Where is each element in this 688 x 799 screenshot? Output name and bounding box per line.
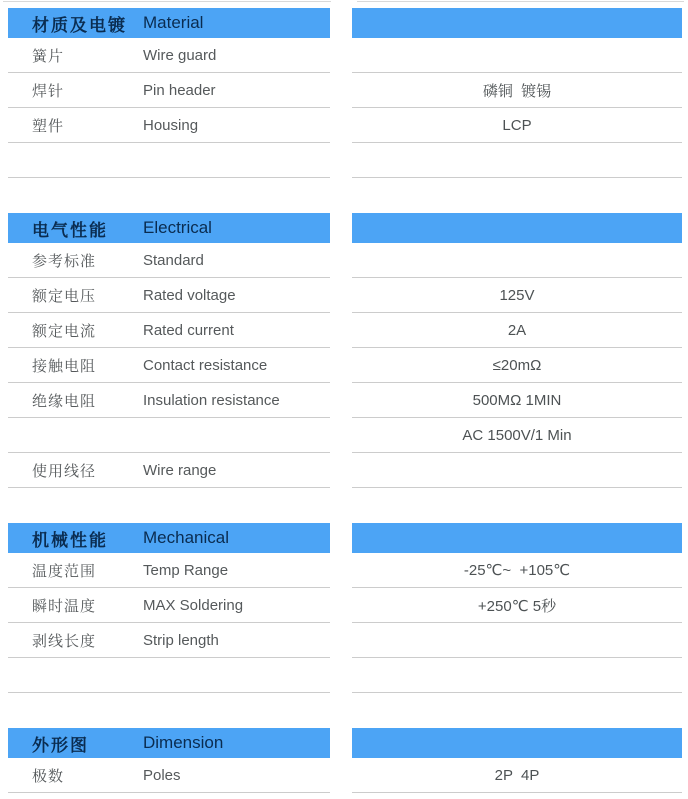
spec-value-row bbox=[352, 623, 682, 658]
labels-panel bbox=[8, 213, 330, 488]
value-text: 125V bbox=[499, 286, 535, 304]
label-cn: 参考标准 bbox=[32, 252, 97, 270]
section-title-cn: 机械性能 bbox=[32, 530, 108, 550]
spec-label-row bbox=[8, 313, 330, 348]
label-en: Housing bbox=[143, 116, 199, 134]
values-panel bbox=[352, 728, 682, 793]
section-title-en: Electrical bbox=[143, 218, 212, 237]
section-header-bar-right bbox=[352, 523, 682, 553]
section-dimension bbox=[0, 728, 688, 793]
value-text: ≤20mΩ bbox=[492, 356, 542, 374]
label-rows bbox=[8, 243, 330, 488]
value-rows bbox=[352, 758, 682, 793]
section-material bbox=[0, 8, 688, 178]
label-cn: 簧片 bbox=[32, 47, 65, 65]
spec-value-row bbox=[352, 383, 682, 418]
spec-label-row bbox=[8, 758, 330, 793]
section-electrical bbox=[0, 213, 688, 488]
label-en: Insulation resistance bbox=[143, 391, 280, 409]
labels-panel bbox=[8, 523, 330, 693]
values-panel bbox=[352, 523, 682, 693]
spec-label-row bbox=[8, 623, 330, 658]
value-text: 磷铜 镀锡 bbox=[482, 82, 552, 100]
section-mechanical bbox=[0, 523, 688, 693]
spec-value-row bbox=[352, 758, 682, 793]
value-text: 2A bbox=[507, 321, 527, 339]
spec-label-row bbox=[8, 553, 330, 588]
label-en: Pin header bbox=[143, 81, 216, 99]
top-divider-right bbox=[357, 1, 684, 2]
label-en: Wire range bbox=[143, 461, 217, 479]
spec-value-row bbox=[352, 243, 682, 278]
label-cn: 焊针 bbox=[32, 82, 65, 100]
spec-label-row bbox=[8, 73, 330, 108]
section-header-bar bbox=[8, 8, 330, 38]
values-panel bbox=[352, 213, 682, 488]
label-rows bbox=[8, 553, 330, 693]
value-text: AC 1500V/1 Min bbox=[462, 426, 572, 444]
label-rows bbox=[8, 758, 330, 793]
section-header-bar bbox=[8, 213, 330, 243]
label-cn: 温度范围 bbox=[32, 562, 97, 580]
section-header-bar-right bbox=[352, 728, 682, 758]
spec-label-row bbox=[8, 108, 330, 143]
spec-label-row bbox=[8, 658, 330, 693]
section-header-bar-right bbox=[352, 8, 682, 38]
section-title-en: Dimension bbox=[143, 733, 224, 752]
section-header-bar bbox=[8, 728, 330, 758]
values-panel bbox=[352, 8, 682, 178]
spec-label-row bbox=[8, 143, 330, 178]
label-en: Strip length bbox=[143, 631, 219, 649]
spec-value-row bbox=[352, 453, 682, 488]
value-text: +250℃ 5秒 bbox=[477, 597, 557, 615]
section-title-en: Mechanical bbox=[143, 528, 229, 547]
label-cn: 瞬时温度 bbox=[32, 597, 97, 615]
spec-label-row bbox=[8, 348, 330, 383]
label-en: Poles bbox=[143, 766, 181, 784]
label-cn: 极数 bbox=[32, 767, 65, 785]
spec-value-row bbox=[352, 73, 682, 108]
labels-panel bbox=[8, 8, 330, 178]
spec-value-row bbox=[352, 348, 682, 383]
spec-label-row bbox=[8, 418, 330, 453]
spec-value-row bbox=[352, 313, 682, 348]
value-text: LCP bbox=[502, 116, 532, 134]
label-cn: 剥线长度 bbox=[32, 632, 97, 650]
value-text: 500MΩ 1MIN bbox=[472, 391, 562, 409]
value-rows bbox=[352, 243, 682, 488]
label-en: Temp Range bbox=[143, 561, 229, 579]
label-en: Rated current bbox=[143, 321, 234, 339]
label-en: Contact resistance bbox=[143, 356, 268, 374]
section-title-en: Material bbox=[143, 13, 204, 32]
label-cn: 使用线径 bbox=[32, 462, 97, 480]
label-cn: 绝缘电阻 bbox=[32, 392, 97, 410]
label-cn: 塑件 bbox=[32, 117, 65, 135]
label-cn: 接触电阻 bbox=[32, 357, 97, 375]
spec-value-row bbox=[352, 588, 682, 623]
spec-label-row bbox=[8, 383, 330, 418]
spec-value-row bbox=[352, 143, 682, 178]
spec-label-row bbox=[8, 278, 330, 313]
section-header-bar-right bbox=[352, 213, 682, 243]
section-title-cn: 电气性能 bbox=[32, 220, 108, 240]
value-text: 2P 4P bbox=[494, 766, 540, 784]
section-header-bar bbox=[8, 523, 330, 553]
spec-value-row bbox=[352, 553, 682, 588]
spec-label-row bbox=[8, 588, 330, 623]
top-divider-left bbox=[3, 1, 331, 2]
spec-value-row bbox=[352, 108, 682, 143]
label-cn: 额定电压 bbox=[32, 287, 97, 305]
value-text: -25℃~ +105℃ bbox=[463, 562, 571, 579]
labels-panel bbox=[8, 728, 330, 793]
spec-value-row bbox=[352, 38, 682, 73]
spec-value-row bbox=[352, 278, 682, 313]
label-en: MAX Soldering bbox=[143, 596, 244, 614]
label-cn: 额定电流 bbox=[32, 322, 97, 340]
label-rows bbox=[8, 38, 330, 178]
spec-value-row bbox=[352, 418, 682, 453]
section-title-cn: 材质及电镀 bbox=[32, 15, 127, 35]
value-rows bbox=[352, 38, 682, 178]
spec-label-row bbox=[8, 38, 330, 73]
label-en: Rated voltage bbox=[143, 286, 236, 304]
label-en: Standard bbox=[143, 251, 204, 269]
section-title-cn: 外形图 bbox=[32, 735, 89, 755]
value-rows bbox=[352, 553, 682, 693]
spec-value-row bbox=[352, 658, 682, 693]
label-en: Wire guard bbox=[143, 46, 217, 64]
spec-label-row bbox=[8, 243, 330, 278]
spec-label-row bbox=[8, 453, 330, 488]
